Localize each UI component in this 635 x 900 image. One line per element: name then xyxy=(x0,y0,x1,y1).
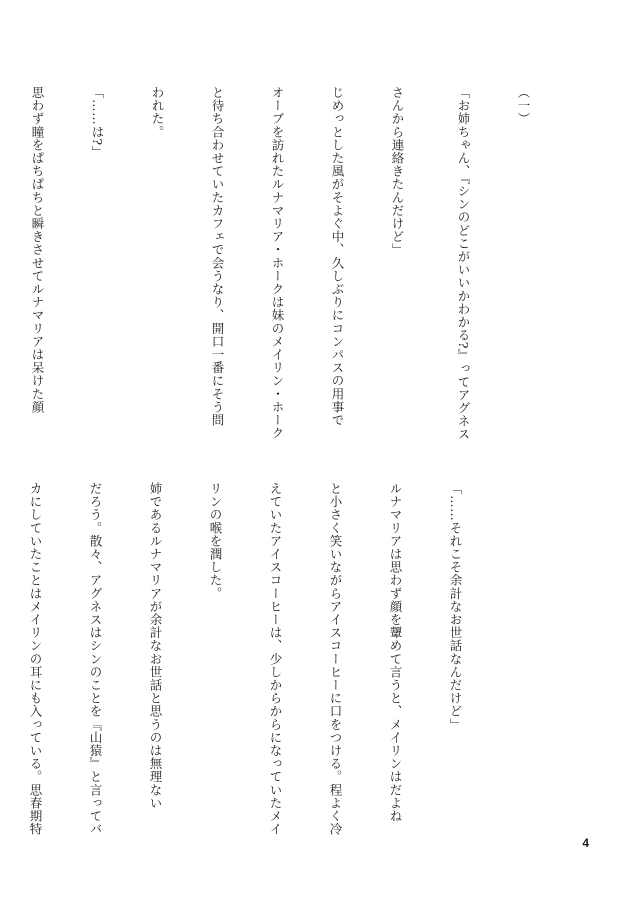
text-column: カにしていたことはメイリンの耳にも入っている。思春期特 xyxy=(28,482,43,836)
text-column: だろう。散々、アグネスはシンのことを『山猿』と言ってバ xyxy=(88,482,103,836)
lower-text-block xyxy=(0,482,505,836)
text-column: 思わず瞳をぱちぱちと瞬きさせてルナマリアは呆けた顔 xyxy=(30,86,45,414)
page-number: 4 xyxy=(582,836,589,850)
text-column: リンの喉を潤した。 xyxy=(208,482,223,600)
text-column: オーブを訪れたルナマリア・ホークは妹のメイリン・ホーク xyxy=(270,86,285,440)
text-column: 「お姉ちゃん、『シンのどこがいいかわかる?』ってアグネス xyxy=(456,86,471,441)
text-column: えていたアイスコーヒーは、少しからからになっていたメイ xyxy=(268,482,283,836)
text-column: 「……それこそ余計なお世話なんだけど」 xyxy=(448,482,463,731)
text-column: さんから連絡きたんだけど」 xyxy=(390,86,405,257)
text-column: と待ち合わせていたカフェで会うなり、開口一番にそう問 xyxy=(210,86,225,427)
chapter-heading: （一） xyxy=(516,86,531,126)
upper-text-block xyxy=(0,86,573,441)
text-column: じめっとした風がそよぐ中、久しぶりにコンパスの用事で xyxy=(330,86,345,427)
text-column: ルナマリアは思わず顔を顰めて言うと、メイリンはだよね xyxy=(388,482,403,823)
text-column: と小さく笑いながらアイスコーヒーに口をつける。程よく冷 xyxy=(328,482,343,836)
text-column: われた。 xyxy=(150,86,165,139)
text-column: 姉であるルナマリアが余計なお世話と思うのは無理ない xyxy=(148,482,163,810)
text-column: 「……は?」 xyxy=(90,86,105,159)
